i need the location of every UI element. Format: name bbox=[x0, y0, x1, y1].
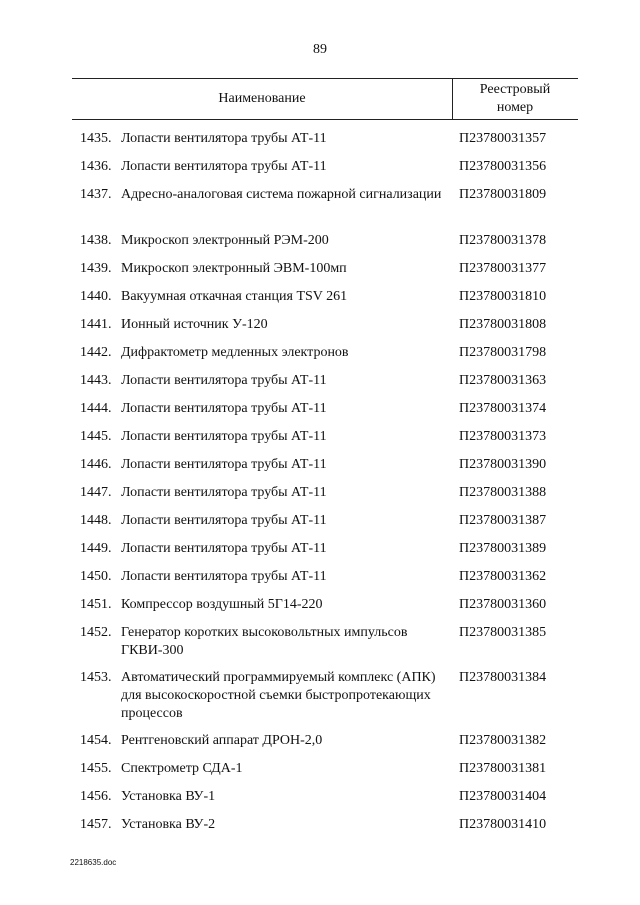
row-name: Дифрактометр медленных электронов bbox=[121, 345, 349, 360]
row-name: Лопасти вентилятора трубы АТ-11 bbox=[121, 429, 327, 444]
header-registry-line2: номер bbox=[496, 100, 534, 115]
row-registry-number: П23780031356 bbox=[459, 159, 547, 174]
row-number: 1447. bbox=[80, 485, 112, 500]
row-name: Микроскоп электронный ЭВМ-100мп bbox=[121, 261, 347, 276]
row-registry-number: П23780031362 bbox=[459, 569, 547, 584]
row-name: Установка ВУ-2 bbox=[121, 817, 216, 832]
row-name: Генератор коротких высоковольтных импульсов ГКВИ-300 bbox=[121, 625, 408, 658]
row-number: 1450. bbox=[80, 569, 112, 584]
row-name: Микроскоп электронный РЭМ-200 bbox=[121, 233, 329, 248]
row-registry-number: П23780031384 bbox=[459, 670, 547, 685]
row-registry-number: П23780031809 bbox=[459, 187, 547, 202]
row-number: 1438. bbox=[80, 233, 112, 248]
row-name: Лопасти вентилятора трубы АТ-11 bbox=[121, 159, 327, 174]
row-registry-number: П23780031374 bbox=[459, 401, 547, 416]
row-registry-number: П23780031389 bbox=[459, 541, 547, 556]
row-registry-number: П23780031387 bbox=[459, 513, 547, 528]
row-number: 1454. bbox=[80, 733, 112, 748]
table-header-top-rule bbox=[72, 78, 578, 79]
row-registry-number: П23780031388 bbox=[459, 485, 547, 500]
row-number: 1451. bbox=[80, 597, 112, 612]
row-registry-number: П23780031404 bbox=[459, 789, 547, 804]
row-number: 1435. bbox=[80, 131, 112, 146]
row-name: Рентгеновский аппарат ДРОН-2,0 bbox=[121, 733, 323, 748]
row-name: Лопасти вентилятора трубы АТ-11 bbox=[121, 513, 327, 528]
row-name: Лопасти вентилятора трубы АТ-11 bbox=[121, 485, 327, 500]
row-name: Лопасти вентилятора трубы АТ-11 bbox=[121, 541, 327, 556]
page-number: 89 bbox=[313, 42, 327, 57]
row-number: 1457. bbox=[80, 817, 112, 832]
row-number: 1436. bbox=[80, 159, 112, 174]
row-number: 1444. bbox=[80, 401, 112, 416]
row-registry-number: П23780031377 bbox=[459, 261, 547, 276]
table-header-bottom-rule bbox=[72, 119, 578, 120]
row-number: 1441. bbox=[80, 317, 112, 332]
row-number: 1442. bbox=[80, 345, 112, 360]
row-registry-number: П23780031390 bbox=[459, 457, 547, 472]
row-number: 1456. bbox=[80, 789, 112, 804]
row-registry-number: П23780031363 bbox=[459, 373, 547, 388]
row-name: Адресно-аналоговая система пожарной сигнализации bbox=[121, 187, 442, 202]
header-registry-number bbox=[452, 81, 578, 117]
footer-file-name: 2218635.doc bbox=[70, 858, 117, 867]
row-registry-number: П23780031808 bbox=[459, 317, 547, 332]
header-name: Наименование bbox=[218, 91, 306, 106]
row-number: 1449. bbox=[80, 541, 112, 556]
row-name: Лопасти вентилятора трубы АТ-11 bbox=[121, 131, 327, 146]
row-number: 1448. bbox=[80, 513, 112, 528]
row-name: Лопасти вентилятора трубы АТ-11 bbox=[121, 457, 327, 472]
row-name: Ионный источник У-120 bbox=[121, 317, 268, 332]
row-registry-number: П23780031360 bbox=[459, 597, 547, 612]
row-name: Автоматический программируемый комплекс (АПК) для высокоскоростной съемки быстропротекающих процессов bbox=[121, 670, 436, 721]
row-registry-number: П23780031382 bbox=[459, 733, 547, 748]
row-number: 1452. bbox=[80, 625, 112, 640]
row-number: 1445. bbox=[80, 429, 112, 444]
row-name: Вакуумная откачная станция TSV 261 bbox=[121, 289, 348, 304]
row-name: Лопасти вентилятора трубы АТ-11 bbox=[121, 569, 327, 584]
row-number: 1455. bbox=[80, 761, 112, 776]
row-number: 1453. bbox=[80, 670, 112, 685]
row-number: 1440. bbox=[80, 289, 112, 304]
row-name: Установка ВУ-1 bbox=[121, 789, 216, 804]
row-registry-number: П23780031357 bbox=[459, 131, 547, 146]
row-number: 1446. bbox=[80, 457, 112, 472]
row-number: 1439. bbox=[80, 261, 112, 276]
row-name: Спектрометр СДА-1 bbox=[121, 761, 243, 776]
row-registry-number: П23780031378 bbox=[459, 233, 547, 248]
row-registry-number: П23780031810 bbox=[459, 289, 547, 304]
row-registry-number: П23780031381 bbox=[459, 761, 547, 776]
row-number: 1437. bbox=[80, 187, 112, 202]
row-registry-number: П23780031385 bbox=[459, 625, 547, 640]
row-name: Лопасти вентилятора трубы АТ-11 bbox=[121, 373, 327, 388]
row-name: Лопасти вентилятора трубы АТ-11 bbox=[121, 401, 327, 416]
row-name: Компрессор воздушный 5Г14-220 bbox=[121, 597, 323, 612]
header-registry-line1: Реестровый bbox=[479, 82, 551, 97]
row-registry-number: П23780031373 bbox=[459, 429, 547, 444]
row-number: 1443. bbox=[80, 373, 112, 388]
row-registry-number: П23780031410 bbox=[459, 817, 547, 832]
row-registry-number: П23780031798 bbox=[459, 345, 547, 360]
